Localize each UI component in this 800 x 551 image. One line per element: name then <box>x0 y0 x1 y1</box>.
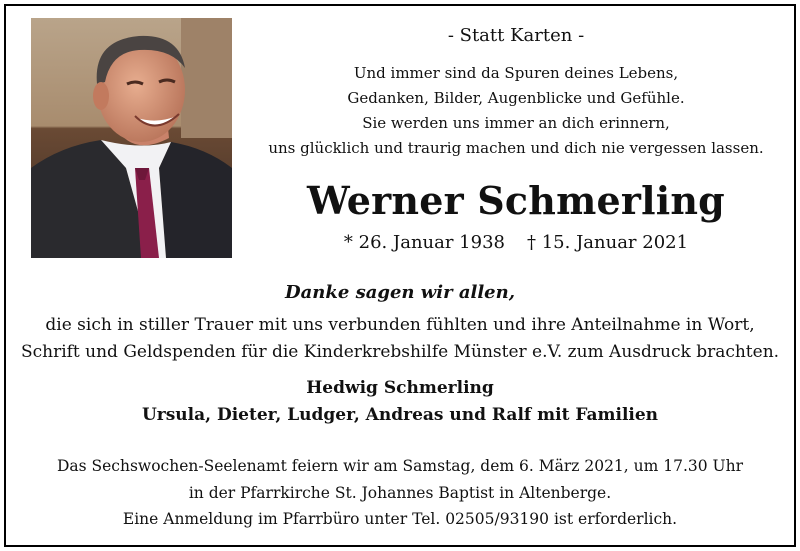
family-line: Ursula, Dieter, Ludger, Andreas und Ralf mit Familien <box>141 405 659 425</box>
service-line: Das Sechswochen-Seelenamt feiern wir am Samstag, dem 6. März 2021, um 17.30 Uhr <box>56 457 744 475</box>
birth-date: * 26. Januar 1938 <box>343 232 505 253</box>
statt-karten-header: - Statt Karten - <box>447 25 585 46</box>
thanks-line: Schrift und Geldspenden für die Kinderkrebshilfe Münster e.V. zum Ausdruck brachten. <box>20 342 780 362</box>
family-line: Hedwig Schmerling <box>306 378 494 398</box>
poem-line: uns glücklich und traurig machen und dich nie vergessen lassen. <box>268 139 764 157</box>
deceased-name: Werner Schmerling <box>307 178 725 223</box>
thanks-line: die sich in stiller Trauer mit uns verbunden fühlten und ihre Anteilnahme in Wort, <box>45 315 755 335</box>
thanks-heading: Danke sagen wir allen, <box>285 282 515 303</box>
poem-line: Und immer sind da Spuren deines Lebens, <box>353 64 679 82</box>
poem-line: Sie werden uns immer an dich erinnern, <box>362 114 670 132</box>
service-line: Eine Anmeldung im Pfarrbüro unter Tel. 02505/93190 ist erforderlich. <box>122 510 678 528</box>
service-line: in der Pfarrkirche St. Johannes Baptist in Altenberge. <box>188 484 612 502</box>
life-dates <box>232 232 800 253</box>
portrait-photo <box>31 18 232 258</box>
poem-line: Gedanken, Bilder, Augenblicke und Gefühle. <box>347 89 685 107</box>
death-date: † 15. Januar 2021 <box>527 232 689 253</box>
